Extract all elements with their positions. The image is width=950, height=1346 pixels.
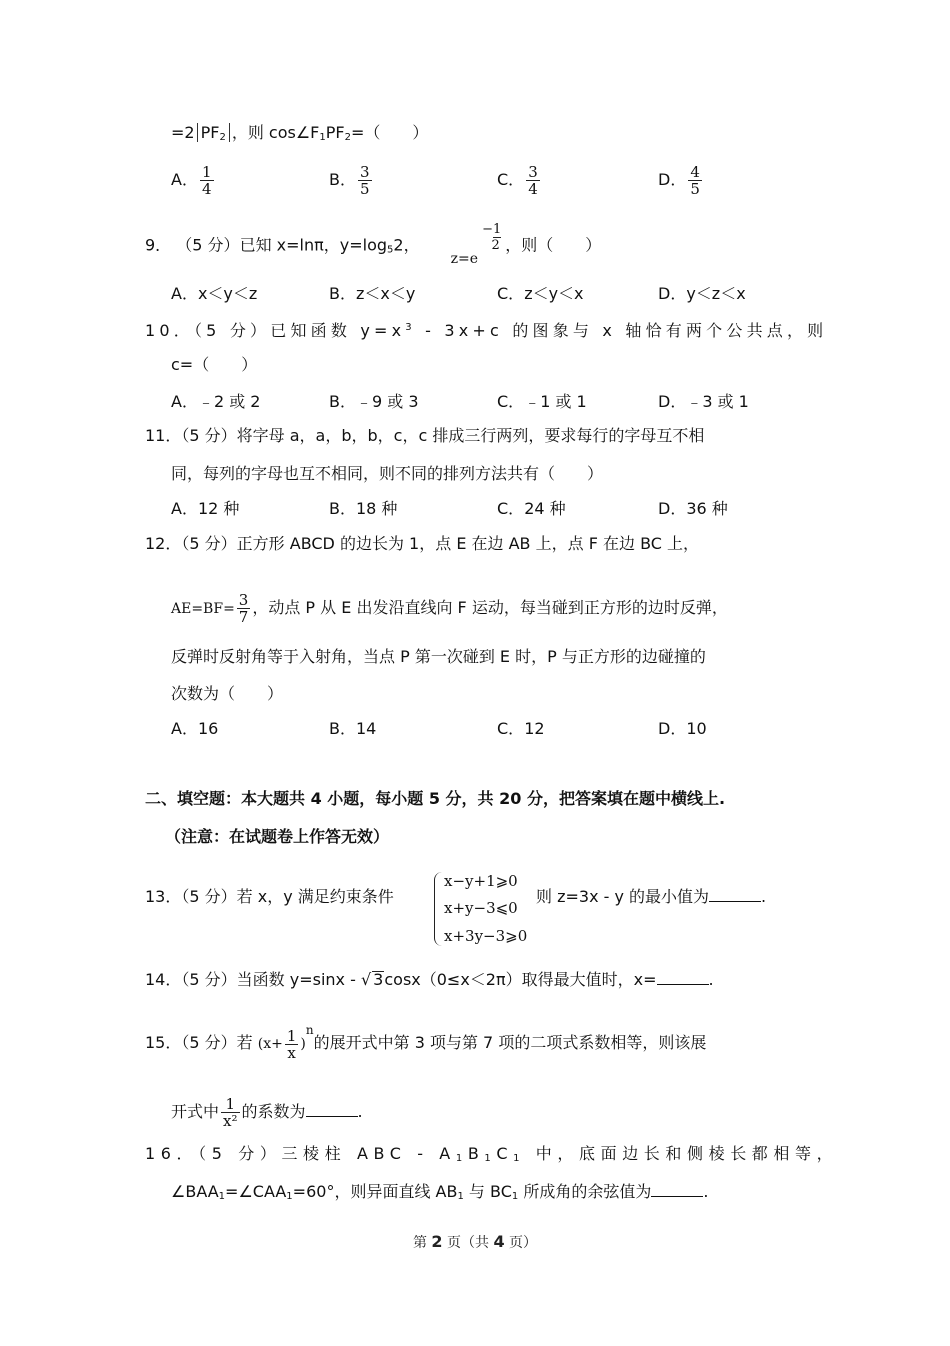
option-label: A． <box>171 392 198 411</box>
q12-stem-line3: 反弹时反射角等于入射角，当点 P 第一次碰到 E 时，P 与正方形的边碰撞的 <box>171 647 706 666</box>
q12-text: ，动点 P 从 E 出发沿直线向 F 运动，每当碰到正方形的边时反弹， <box>252 598 728 617</box>
question-number: 12． <box>145 534 182 553</box>
pf2-sub: 2 <box>219 132 226 143</box>
question-score: （5 分） <box>198 1144 282 1163</box>
q8-text: =（ ） <box>351 123 429 142</box>
expr-close: ) <box>300 1036 306 1052</box>
option-text: x＜y＜z <box>197 284 258 303</box>
q16-text: =∠CAA <box>225 1182 287 1201</box>
option-label: A． <box>171 170 198 189</box>
denominator: x <box>287 1043 296 1062</box>
q16-stem-line1 <box>145 1143 838 1170</box>
option-label: B． <box>329 284 356 303</box>
q11-option-d <box>658 498 728 520</box>
answer-blank <box>306 1102 358 1117</box>
option-text: y＜z＜x <box>686 284 746 303</box>
q10-option-c <box>497 391 587 413</box>
abs-pf2 <box>197 123 230 142</box>
pf2-text: PF <box>200 123 220 142</box>
option-text: ﹣9 或 3 <box>355 392 419 411</box>
q12-option-b <box>329 718 376 740</box>
q15-text: 的展开式中第 3 项与第 7 项的二项式系数相等，则该展 <box>313 1033 707 1052</box>
q9-text: ，则（ ） <box>505 235 602 255</box>
q13-text: 则 z=3x - y 的最小值为 <box>536 887 710 906</box>
q11-option-a <box>171 498 239 520</box>
period: . <box>708 970 714 989</box>
option-text: ﹣3 或 1 <box>686 392 749 411</box>
period: . <box>357 1102 363 1121</box>
denominator: x² <box>223 1112 238 1130</box>
option-label: A． <box>171 499 198 518</box>
q9-text: 已知 x=lnπ，y=log <box>239 235 388 255</box>
fraction <box>285 1028 299 1061</box>
numerator: 3 <box>528 163 538 181</box>
option-label: C． <box>497 499 525 518</box>
f2-sub: 2 <box>344 132 351 143</box>
question-score: （5 分） <box>181 426 237 445</box>
fraction <box>358 164 372 197</box>
option-label: D． <box>658 284 687 303</box>
q11-option-c <box>497 498 566 520</box>
fraction <box>237 592 251 625</box>
q8-text: =2 <box>171 123 195 142</box>
q16-text: 所成角的余弦值为 <box>518 1182 652 1201</box>
q14-text: cosx（0≤x＜2π）取得最大值时，x= <box>384 970 657 989</box>
q12-stem-line4: 次数为（ ） <box>171 684 284 703</box>
answer-blank <box>651 1182 703 1197</box>
footer-text: 页（共 <box>442 1235 494 1251</box>
option-label: D． <box>658 719 687 738</box>
exponent-n: n <box>305 1023 314 1037</box>
q12-text: 正方形 ABCD 的边长为 1，点 E 在边 AB 上，点 F 在边 BC 上， <box>236 534 700 553</box>
q8-option-d <box>658 164 704 197</box>
exponent-fraction <box>480 222 503 254</box>
option-text: 24 种 <box>524 499 566 518</box>
option-label: C． <box>497 170 525 189</box>
question-number: 10． <box>145 321 194 340</box>
answer-blank <box>657 970 709 985</box>
question-number: 16． <box>145 1144 199 1163</box>
option-label: B． <box>329 392 356 411</box>
q11-option-b <box>329 498 397 520</box>
numerator: 1 <box>201 163 212 181</box>
q8-stem-tail <box>171 122 428 149</box>
denominator: 7 <box>238 608 249 626</box>
denominator: 5 <box>359 180 370 198</box>
numerator: 1 <box>286 1026 297 1045</box>
option-label: D． <box>658 392 687 411</box>
sub-1: 1 <box>484 1153 497 1164</box>
q10-stem-line2: c=（ ） <box>171 355 258 374</box>
sqrt-symbol: √ <box>360 970 372 989</box>
q16-stem-line2 <box>171 1181 708 1208</box>
q13-stem-a <box>145 886 394 908</box>
q12-stem-line2 <box>171 592 728 625</box>
option-text: 16 <box>197 719 219 738</box>
option-text: 12 <box>524 719 545 738</box>
option-label: C． <box>497 719 525 738</box>
ae-bf-eq: AE=BF= <box>171 601 235 617</box>
q8-option-b <box>329 164 374 197</box>
denominator: 4 <box>528 180 538 198</box>
q10-option-b <box>329 391 419 413</box>
sqrt-argument: 3 <box>373 970 384 989</box>
constraint-row: x+y−3⩽0 <box>444 899 518 917</box>
answer-blank <box>709 887 761 902</box>
denominator: 4 <box>201 180 212 198</box>
q10-option-d <box>658 391 749 413</box>
exponent-num <box>480 222 503 238</box>
left-brace <box>434 872 443 946</box>
question-number: 13． <box>145 887 182 906</box>
q9-option-b <box>329 283 415 305</box>
q10-text: 已知函数 y=x <box>270 321 406 340</box>
constraint-row: x+3y−3⩾0 <box>444 927 528 945</box>
q9-stem <box>145 222 602 267</box>
question-number: 9． <box>145 235 172 255</box>
option-label: D． <box>658 170 687 189</box>
q8-option-a <box>171 164 216 197</box>
question-score: （5 分） <box>181 887 237 906</box>
option-text: 10 <box>686 719 707 738</box>
fraction <box>200 164 214 197</box>
option-text: 18 种 <box>355 499 398 518</box>
question-score: （5 分） <box>181 970 237 989</box>
option-label: A． <box>171 284 198 303</box>
q9-option-c <box>497 283 584 305</box>
numerator: 3 <box>359 163 370 181</box>
expr-open: (x+ <box>257 1036 283 1052</box>
fraction <box>221 1096 239 1129</box>
f1-sub: 1 <box>319 132 326 143</box>
numerator: 4 <box>690 163 700 181</box>
q11-stem-line1 <box>145 425 704 447</box>
q15-stem-line2 <box>171 1096 363 1129</box>
q10-text: - 3x+c 的图象与 x 轴恰有两个公共点，则 <box>415 321 828 340</box>
option-text: z＜y＜x <box>524 284 584 303</box>
numerator: 3 <box>238 591 249 609</box>
question-number: 15． <box>145 1033 182 1052</box>
q16-text: ∠BAA <box>171 1182 219 1201</box>
question-number: 14． <box>145 970 182 989</box>
q9-text: 2， <box>393 235 420 255</box>
q8-text: ，则 cos∠F <box>231 123 320 142</box>
option-text: ﹣2 或 2 <box>197 392 261 411</box>
section2-note: （注意：在试题卷上作答无效） <box>165 827 390 846</box>
page-footer <box>0 1232 950 1252</box>
option-label: C． <box>497 392 525 411</box>
q15-text: 若 <box>236 1033 253 1052</box>
q14-stem <box>145 969 714 991</box>
q15-stem-line1 <box>145 1019 706 1061</box>
q14-text: 当函数 y=sinx - <box>236 970 361 989</box>
q15-text: 开式中 <box>171 1102 220 1121</box>
q8-option-c <box>497 164 542 197</box>
binomial-expression <box>257 1023 314 1062</box>
fraction <box>526 164 540 197</box>
period: . <box>703 1182 709 1201</box>
question-score: （5 分） <box>181 534 237 553</box>
footer-text: 第 <box>412 1235 432 1251</box>
question-score: （5 分） <box>176 235 240 255</box>
q16-text: 中，底面边长和侧棱长都相等， <box>525 1144 839 1163</box>
option-label: B． <box>329 719 356 738</box>
constraint-row: x−y+1⩾0 <box>444 872 518 890</box>
page-number: 2 <box>431 1232 443 1251</box>
option-text: 14 <box>355 719 377 738</box>
fraction <box>688 164 702 197</box>
page-total: 4 <box>493 1232 505 1251</box>
sub-1: 1 <box>218 1191 226 1202</box>
option-label: B． <box>329 499 356 518</box>
denominator: 5 <box>690 180 700 198</box>
q9-option-a <box>171 283 257 305</box>
option-label: B． <box>329 170 356 189</box>
q16-text: =60°，则异面直线 AB <box>292 1182 458 1201</box>
q11-text: 将字母 a，a，b，b，c，c 排成三行两列，要求每行的字母互不相 <box>236 426 705 445</box>
q15-text: 的系数为 <box>241 1102 306 1121</box>
q12-stem-line1 <box>145 533 699 555</box>
q13-stem-b <box>536 886 766 908</box>
q12-option-c <box>497 718 545 740</box>
question-score: （5 分） <box>181 1033 237 1052</box>
z-expression: z=e <box>450 250 479 267</box>
q13-text: 若 x，y 满足约束条件 <box>236 887 394 906</box>
period: . <box>761 887 767 906</box>
q16-text: 与 BC <box>463 1182 512 1201</box>
option-text: 12 种 <box>197 499 240 518</box>
section2-title: 二、填空题：本大题共 4 小题，每小题 5 分，共 20 分，把答案填在题中横线上. <box>145 789 726 808</box>
cube-sup: 3 <box>405 322 416 333</box>
q10-option-a <box>171 391 261 413</box>
numerator: 1 <box>221 1096 239 1113</box>
exponent-numerator: 1 <box>492 222 502 237</box>
footer-text: 页） <box>504 1235 538 1251</box>
option-text: 36 种 <box>686 499 728 518</box>
sub-1: 1 <box>511 1191 519 1202</box>
option-label: D． <box>658 499 687 518</box>
option-label: A． <box>171 719 198 738</box>
sub-1: 1 <box>457 1191 464 1202</box>
sub-1: 1 <box>513 1153 526 1164</box>
sub-1: 1 <box>455 1153 468 1164</box>
option-label: C． <box>497 284 525 303</box>
option-text: z＜x＜y <box>355 284 416 303</box>
option-text: ﹣1 或 1 <box>524 392 587 411</box>
q16-text: B <box>467 1144 485 1163</box>
question-score: （5 分） <box>193 321 271 340</box>
q12-option-d <box>658 718 707 740</box>
exponent-sign: − <box>482 222 493 237</box>
q10-stem-line1 <box>145 317 827 342</box>
q11-stem-line2: 同，每列的字母也互不相同，则不同的排列方法共有（ ） <box>171 464 604 483</box>
q9-option-d <box>658 283 746 305</box>
sub-1: 1 <box>286 1191 293 1202</box>
q16-text: 三棱柱 ABC - A <box>281 1144 456 1163</box>
q8-text: PF <box>325 123 345 142</box>
q12-option-a <box>171 718 218 740</box>
q16-text: C <box>496 1144 514 1163</box>
exponent-denominator: 2 <box>491 238 500 253</box>
log-base: 5 <box>387 244 394 256</box>
question-number: 11． <box>145 426 182 445</box>
